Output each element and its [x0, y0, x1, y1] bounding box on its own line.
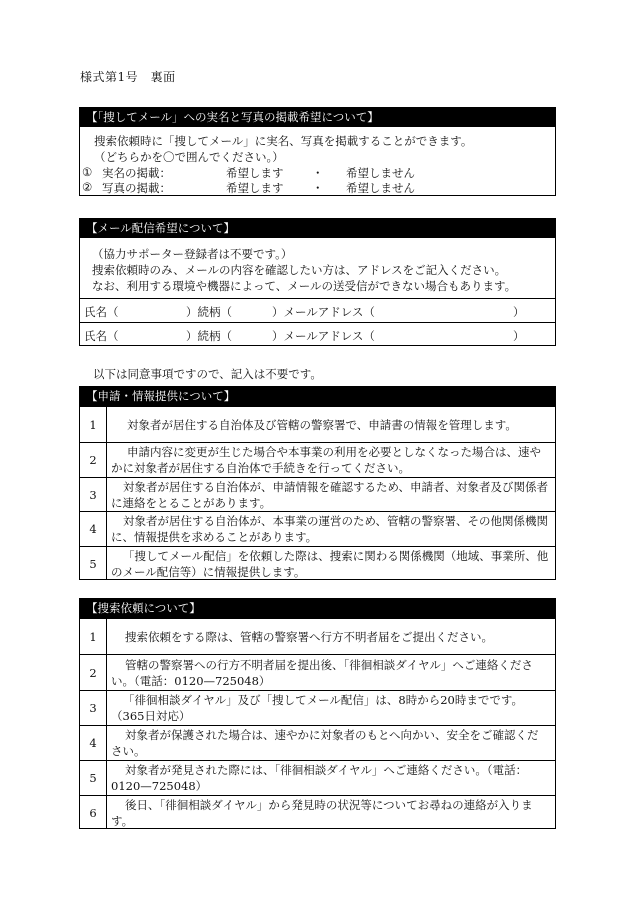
row-number: 4	[80, 726, 107, 760]
row-number: 6	[80, 796, 107, 829]
photo-consent-section	[79, 107, 556, 196]
row-text: 対象者が保護された場合は、速やかに対象者のもとへ向かい、安全をご確認ください。	[111, 728, 539, 758]
name-field[interactable]: 氏名（	[84, 305, 119, 319]
row-number: 3	[80, 691, 107, 725]
table-row	[80, 690, 555, 725]
table-row	[80, 760, 555, 795]
consent-intro: 以下は同意事項ですので、記入は不要です。	[93, 367, 322, 381]
table-row	[80, 511, 555, 546]
instruction-text: 搜索依頼時に「捜してメール」に実名、写真を掲載することができます。	[94, 134, 473, 148]
row-number: 5	[80, 547, 107, 580]
row-text: 後日、「徘徊相談ダイヤル」から発見時の状況等についてお尋ねの連絡が入ります。	[111, 797, 533, 828]
row-text: 「捜してメール配信」を依頼した際は、捜索に関わる関係機関（地域、事業所、他のメール配信等）に情報提供します。	[111, 548, 549, 579]
section-header: 【メール配信希望について】	[80, 219, 555, 238]
field-close: ）	[513, 329, 525, 343]
relation-field[interactable]: ）続柄（	[186, 305, 232, 319]
choice-no[interactable]: 希望しません	[346, 181, 415, 195]
instruction-text: （どちらかを〇で囲んでください。）	[94, 150, 284, 164]
table-row	[80, 795, 555, 829]
option-number: ②	[82, 180, 93, 194]
row-number: 1	[80, 407, 107, 442]
field-close: ）	[513, 305, 525, 319]
instruction-text: 捜索依頼時のみ、メールの内容を確認したい方は、アドレスをご記入ください。	[92, 263, 507, 277]
mail-delivery-section	[79, 218, 556, 346]
section-header: 【捜索依頼について】	[80, 599, 555, 618]
instruction-text: （協力サポーター登録者は不要です。）	[92, 247, 293, 261]
mail-entry-row	[80, 298, 555, 322]
separator-dot: ・	[312, 181, 324, 195]
option-label: 実名の掲載：	[102, 166, 171, 180]
table-row	[80, 725, 555, 760]
name-field[interactable]: 氏名（	[84, 329, 119, 343]
row-number: 3	[80, 478, 107, 511]
row-text: 申請内容に変更が生じた場合や本事業の利用を必要としなくなった場合は、速やかに対象者が居住する自治体で手続きを行ってください。	[111, 445, 541, 475]
row-text: 捜索依頼をする際は、管轄の警察署へ行方不明者届をご提出ください。	[125, 629, 493, 644]
section-header: 【「捜してメール」への実名と写真の掲載希望について】	[80, 108, 555, 127]
mail-entry-row	[80, 322, 555, 346]
application-info-table	[79, 386, 556, 580]
table-row	[80, 546, 555, 580]
choice-no[interactable]: 希望しません	[346, 166, 415, 180]
separator-dot: ・	[312, 166, 324, 180]
row-number: 4	[80, 512, 107, 546]
row-text: 対象者が発見された際には、「徘徊相談ダイヤル」へご連絡ください。（電話：0120—725048）	[111, 763, 528, 793]
table-row	[80, 477, 555, 511]
table-row	[80, 618, 555, 654]
search-request-table	[79, 598, 556, 829]
table-row	[80, 442, 555, 477]
choice-yes[interactable]: 希望します	[226, 181, 284, 195]
instruction-text: なお、利用する環境や機器によって、メールの送受信ができない場合もあります。	[92, 279, 517, 293]
option-label: 写真の掲載：	[102, 181, 171, 195]
row-text: 「徘徊相談ダイヤル」及び「捜してメール配信」は、8時から20時までです。（365日対応）	[111, 693, 523, 723]
email-field[interactable]: ）メールアドレス（	[272, 329, 375, 343]
row-text: 対象者が居住する自治体及び管轄の警察署で、申請書の情報を管理します。	[127, 417, 517, 432]
table-row	[80, 654, 555, 690]
relation-field[interactable]: ）続柄（	[186, 329, 232, 343]
row-number: 1	[80, 619, 107, 654]
table-row	[80, 406, 555, 442]
row-text: 対象者が居住する自治体が、申請情報を確認するため、申請者、対象者及び関係者に連絡をとることがあります。	[111, 479, 549, 510]
section-header: 【申請・情報提供について】	[80, 387, 555, 406]
choice-yes[interactable]: 希望します	[226, 166, 284, 180]
option-number: ①	[82, 165, 93, 179]
row-number: 5	[80, 761, 107, 795]
form-number: 様式第1号 裏面	[80, 70, 176, 84]
row-text: 管轄の警察署への行方不明者届を提出後、「徘徊相談ダイヤル」へご連絡ください。（電話：0120—725048）	[111, 657, 533, 688]
row-text: 対象者が居住する自治体が、本事業の運営のため、管轄の警察署、その他関係機関に、情報提供を求めることがあります。	[111, 514, 549, 544]
email-field[interactable]: ）メールアドレス（	[272, 305, 375, 319]
row-number: 2	[80, 443, 107, 477]
row-number: 2	[80, 655, 107, 690]
